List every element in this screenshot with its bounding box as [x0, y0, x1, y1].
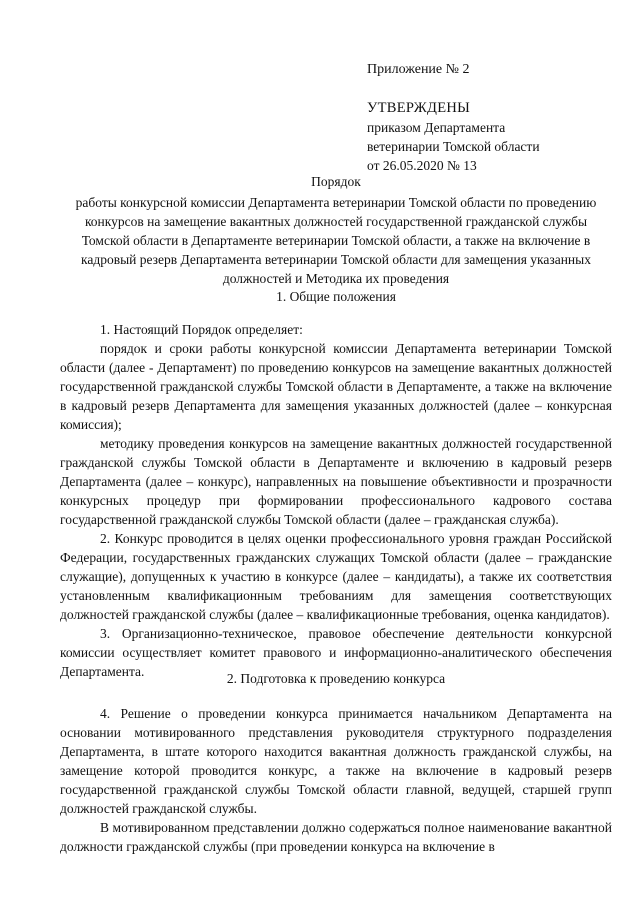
section-2-paragraph: В мотивированном представлении должно содержаться полное наименование вакантной должности гражданской службы (при проведении конкурса на включение в [60, 820, 612, 854]
section-1-paragraph: 1. Настоящий Порядок определяет: [100, 322, 303, 337]
order-line-1: приказом Департамента [367, 120, 506, 135]
section-1-paragraph: 3. Организационно-техническое, правовое обеспечение деятельности конкурсной комиссии осуществляет комитет правового и информационно-аналитического обеспечения Департамента. [60, 626, 612, 679]
section-2-heading: 2. Подготовка к проведению конкурса [226, 671, 446, 686]
section-2-body [60, 704, 612, 856]
document-subtitle: работы конкурсной комиссии Департамента ветеринарии Томской области по проведению конкурсов на замещение вакантных должностей государственной гражданской службы Томской области в Департаменте ветеринарии Томской области, а также на включение в кадровый резерв Департамента ветеринарии Томской области для замещения указанных должностей и Методика их проведения [75, 195, 597, 286]
section-1-paragraph: методику проведения конкурсов на замещение вакантных должностей государственной гражданской службы Томской области в Департаменте и включению в кадровый резерв Департамента (далее – конкурс), направленных на повышение объективности и прозрачности конкурсных процедур при формировании профессионального кадрового состава государственной гражданской службы Томской области (далее – гражданская служба). [60, 436, 612, 527]
section-1-heading: 1. Общие положения [276, 289, 396, 304]
appendix-label: Приложение № 2 [367, 62, 470, 77]
section-2-paragraph: 4. Решение о проведении конкурса принимается начальником Департамента на основании мотивированного представления руководителя структурного подразделения Департамента, в штате которого находится вакантная должность гражданской службы, на замещение которой проводится конкурс, а также на включение в кадровый резерв государственной гражданской службы Томской области главной, ведущей, старшей групп должностей гражданской службы. [60, 706, 612, 816]
order-line-3: от 26.05.2020 № 13 [367, 158, 477, 173]
document-title-block [60, 172, 612, 288]
document-title: Порядок [311, 174, 361, 189]
approved-label: УТВЕРЖДЕНЫ [367, 100, 471, 116]
section-1-paragraph: порядок и сроки работы конкурсной комиссии Департамента ветеринарии Томской области (далее - Департамент) по проведению конкурсов на замещение вакантных должностей государственной гражданской службы Томской области в Департаменте, а также на включение в кадровый резерв Департамента для замещения указанных должностей (далее – конкурсная комиссия); [60, 341, 612, 432]
section-1-body [60, 320, 612, 681]
section-1-paragraph: 2. Конкурс проводится в целях оценки профессионального уровня граждан Российской Федерации, государственных гражданских служащих Томской области (далее – гражданские служащие), допущенных к участию в конкурсе (далее – кандидаты), а также их соответствия установленным квалификационным требованиям для замещения соответствующих должностей гражданской службы (далее – квалификационные требования, оценка кандидатов). [60, 531, 612, 622]
order-line-2: ветеринарии Томской области [367, 139, 540, 154]
approval-block [367, 60, 627, 175]
